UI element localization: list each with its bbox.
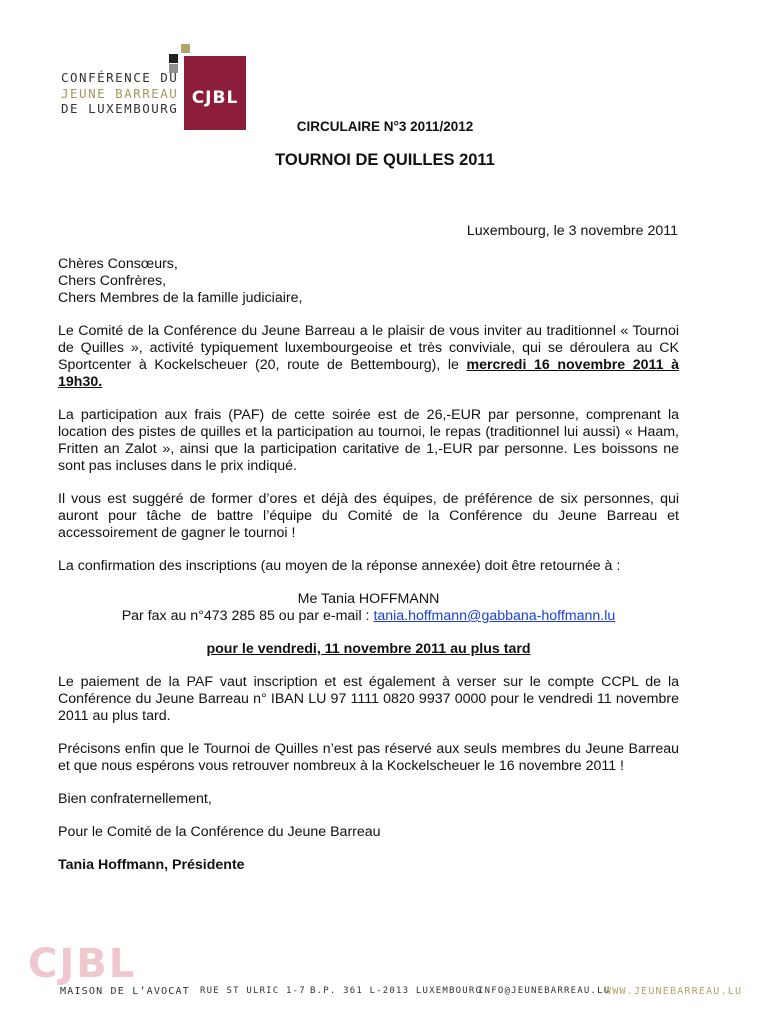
salutation-line-1: Chères Consœurs, xyxy=(58,256,178,272)
paragraph-teams: Il vous est suggéré de former d’ores et déjà des équipes, de préférence de six personnes, qui auront pour tâche de battre l’équipe du Comité de la Conférence du Jeune Barreau et accessoirement de gagner le tournoi ! xyxy=(58,491,679,541)
salutation-line-3: Chers Membres de la famille judiciaire, xyxy=(58,290,303,306)
contact-line xyxy=(58,608,679,625)
contact-email-link[interactable]: tania.hoffmann@gabbana-hoffmann.lu xyxy=(373,608,616,624)
contact-block xyxy=(58,591,679,625)
paragraph-payment: Le paiement de la PAF vaut inscription et est également à verser sur le compte CCPL de la Conférence du Jeune Barreau n° IBAN LU 97 1111 0820 9937 0000 pour le vendredi 11 novembre 2011 au plus tard. xyxy=(58,674,679,724)
salutation-line-2: Chers Confrères, xyxy=(58,273,167,289)
paragraph-invitation xyxy=(58,323,679,391)
event-datetime: mercredi 16 novembre 2011 à 19h30. xyxy=(58,357,679,390)
logo-org-line-3: DE LUXEMBOURG xyxy=(61,101,179,116)
footer-postal: B.P. 361 L-2013 LUXEMBOURG xyxy=(310,986,483,996)
invitation-text: Le Comité de la Conférence du Jeune Barreau a le plaisir de vous inviter au traditionnel « Tournoi de Quilles », activité typiquement luxembourgeoise et très conviviale, qui se déroulera au CK Sportcenter à Kockelscheuer (20, route de Bettembourg), le xyxy=(58,323,679,373)
footer-website[interactable]: WWW.JEUNEBARREAU.LU xyxy=(605,986,743,997)
logo-org-line-1: CONFÉRENCE DU xyxy=(61,70,179,85)
letter-body xyxy=(58,256,679,890)
logo-mark: CJBL xyxy=(191,88,239,108)
document-title: TOURNOI DE QUILLES 2011 xyxy=(275,151,495,169)
signature: Tania Hoffmann, Présidente xyxy=(58,857,245,873)
closing-formula: Bien confraternellement, xyxy=(58,791,212,807)
committee-line: Pour le Comité de la Conférence du Jeune Barreau xyxy=(58,824,381,840)
deadline-note: pour le vendredi, 11 novembre 2011 au plus tard xyxy=(206,641,531,657)
salutation xyxy=(58,256,679,307)
footer-email[interactable]: INFO@JEUNEBARREAU.LU xyxy=(478,986,611,996)
footer-maison: MAISON DE L’AVOCAT xyxy=(60,986,190,997)
logo-org-name xyxy=(61,70,178,117)
paragraph-closing-note: Précisons enfin que le Tournoi de Quilles n’est pas réservé aux seuls membres du Jeune Barreau et que nous espérons vous retrouver nombreux à la Kockelscheuer le 16 novembre 2011 ! xyxy=(58,741,679,774)
logo-square-dark xyxy=(169,54,178,63)
letter-date: Luxembourg, le 3 novembre 2011 xyxy=(466,223,678,239)
paragraph-fees: La participation aux frais (PAF) de cette soirée est de 26,-EUR par personne, comprenant la location des pistes de quilles et la participation au tournoi, le repas (traditionnel lui aussi) « Haam, Fritten an Zalot », ainsi que la participation caritative de 1,-EUR par personne. Les boissons ne sont pas incluses dans le prix indiqué. xyxy=(58,407,679,474)
logo-org-line-2: JEUNE BARREAU xyxy=(61,85,179,101)
contact-name: Me Tania HOFFMANN xyxy=(297,591,440,607)
footer-logo-mark: CJBL xyxy=(28,941,137,987)
circular-number: CIRCULAIRE N°3 2011/2012 xyxy=(296,119,474,134)
org-logo xyxy=(58,40,258,130)
footer-street: RUE ST ULRIC 1-7 xyxy=(200,986,306,996)
footer-logo xyxy=(28,941,176,987)
paragraph-confirmation: La confirmation des inscriptions (au moyen de la réponse annexée) doit être retournée à : xyxy=(58,558,621,574)
logo-square-gold xyxy=(181,44,190,53)
contact-fax: Par fax au n°473 285 85 ou par e-mail : xyxy=(121,608,374,624)
